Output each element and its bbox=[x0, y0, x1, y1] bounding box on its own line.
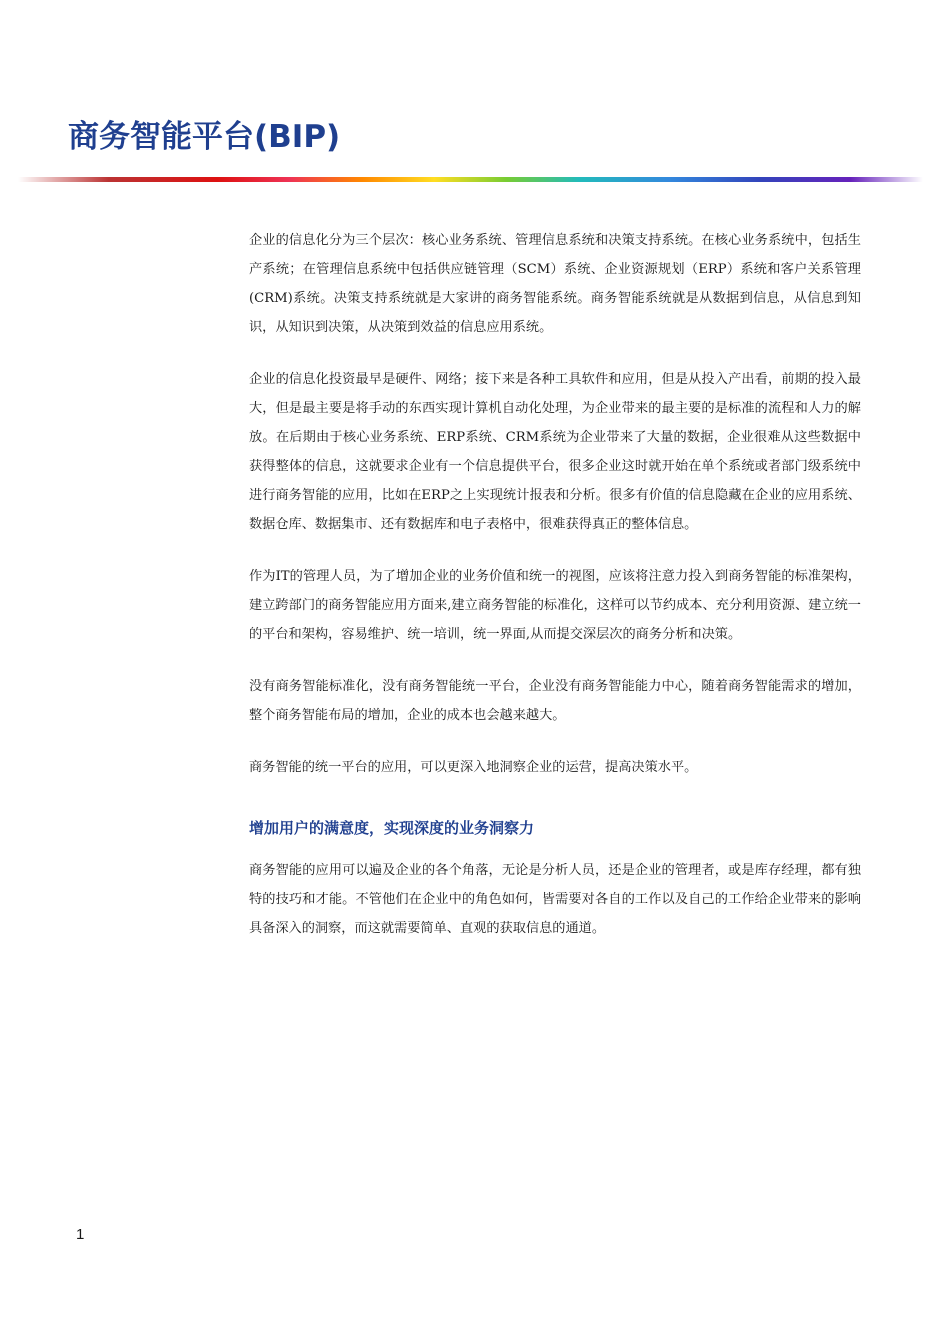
paragraph-standardization: 没有商务智能标准化，没有商务智能统一平台，企业没有商务智能能力中心，随着商务智能需求的增加，整个商务智能布局的增加，企业的成本也会越来越大。 bbox=[249, 679, 861, 723]
rainbow-divider bbox=[18, 177, 923, 182]
page-number: 1 bbox=[76, 1226, 85, 1243]
paragraph-unified-platform: 商务智能的统一平台的应用，可以更深入地洞察企业的运营，提高决策水平。 bbox=[249, 760, 698, 775]
section-heading: 增加用户的满意度，实现深度的业务洞察力 bbox=[249, 819, 535, 837]
paragraph-investment-history: 企业的信息化投资最早是硬件、网络；接下来是各种工具软件和应用，但是从投入产出看，前期的投入最大，但是最主要是将手动的东西实现计算机自动化处理，为企业带来的最主要的是标准的流程和人力的解放。在后期由于核心业务系统、ERP系统、CRM系统为企业带来了大量的数据，企业很难从这些数据中获得整体的信息，这就要求企业有一个信息提供平台，很多企业这时就开始在单个系统或者部门级系统中进行商务智能的应用，比如在ERP之上实现统计报表和分析。很多有价值的信息隐藏在企业的应用系统、数据仓库、数据集市、还有数据库和电子表格中，很难获得真正的整体信息。 bbox=[249, 372, 861, 532]
document-body bbox=[249, 226, 861, 966]
paragraph-it-management: 作为IT的管理人员，为了增加企业的业务价值和统一的视图，应该将注意力投入到商务智能的标准架构，建立跨部门的商务智能应用方面来,建立商务智能的标准化，这样可以节约成本、充分利用资源、建立统一的平台和架构，容易维护、统一培训，统一界面,从而提交深层次的商务分析和决策。 bbox=[249, 569, 861, 642]
paragraph-information-levels: 企业的信息化分为三个层次：核心业务系统、管理信息系统和决策支持系统。在核心业务系统中，包括生产系统；在管理信息系统中包括供应链管理（SCM）系统、企业资源规划（ERP）系统和客户关系管理(CRM)系统。决策支持系统就是大家讲的商务智能系统。商务智能系统就是从数据到信息，从信息到知识，从知识到决策，从决策到效益的信息应用系统。 bbox=[249, 233, 861, 335]
page-title: 商务智能平台(BIP) bbox=[68, 119, 341, 155]
paragraph-user-insight: 商务智能的应用可以遍及企业的各个角落，无论是分析人员，还是企业的管理者，或是库存经理，都有独特的技巧和才能。不管他们在企业中的角色如何，皆需要对各自的工作以及自己的工作给企业带来的影响具备深入的洞察，而这就需要简单、直观的获取信息的通道。 bbox=[249, 863, 861, 936]
